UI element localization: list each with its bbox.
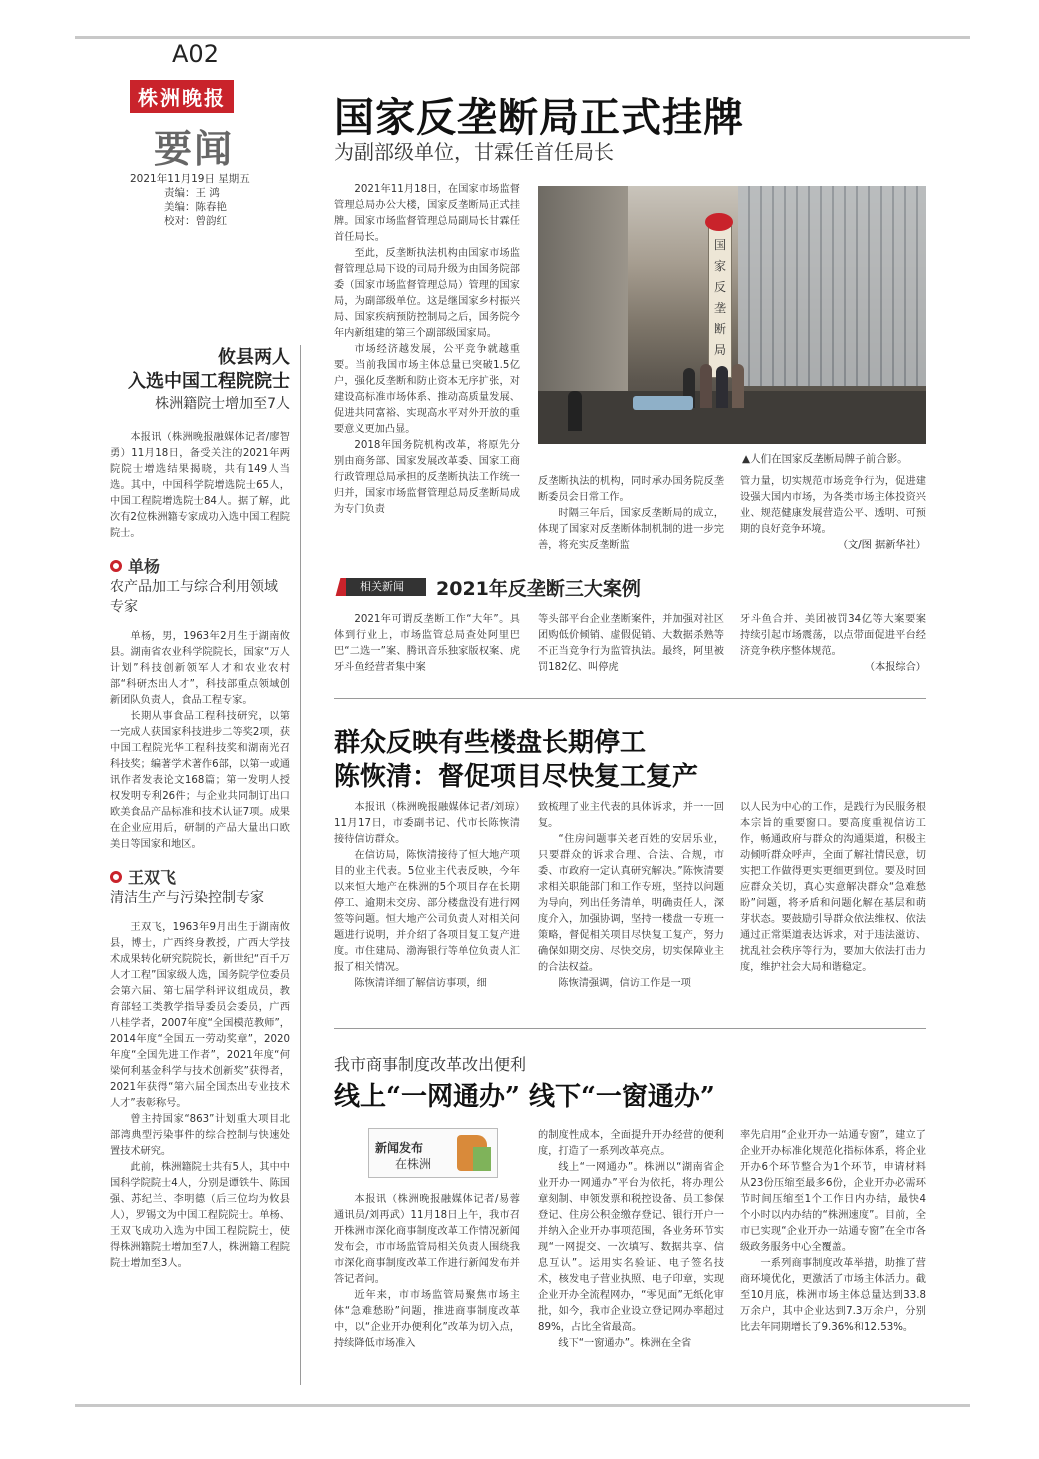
person1-name: 单杨 [128, 557, 161, 576]
related-col-3 [740, 612, 926, 676]
editor: 责编：王 鸿 [164, 187, 220, 199]
related-tag-label: 相关新闻 [346, 578, 426, 596]
photo-person [732, 364, 744, 408]
lead-paragraph: 2018年国务院机构改革，将原先分别由商务部、国家发展改革委、国家工商行政管理总局承担的反垄断执法工作统一归并，国家市场监督管理总局反垄断局成为专门负责 [334, 440, 520, 515]
story3-col-3 [740, 1128, 926, 1336]
photo-person [716, 366, 728, 408]
photo-vehicle [633, 396, 693, 410]
badge-line-2: 在株洲 [395, 1157, 432, 1171]
story2-paragraph: 本报讯（株洲晚报融媒体记者/刘琼）11月17日，市委副书记、代市长陈恢清接待信访群众。 [334, 802, 520, 845]
proof-reader: 校对：曾韵红 [164, 215, 227, 227]
lead-paragraph: 市场经济越发展，公平竞争就越重要。当前我国市场主体总量已突破1.5亿户，强化反垄断和防止资本无序扩张，对建设高标准市场体系、推动高质量发展、促进共同富裕、实现高水平对外开放的重要意义更加凸显。 [334, 344, 520, 435]
story3-paragraph: 近年来，市市场监管局聚焦市场主体“急难愁盼”问题，推进商事制度改革中，以“企业开办便利化”改革为切入点，持续降低市场准入 [334, 1290, 520, 1349]
lead-col-1 [334, 182, 520, 518]
badge-chart-icon [473, 1147, 491, 1171]
related-col-2 [538, 612, 724, 676]
related-credit: （本报综合） [864, 662, 926, 673]
lead-paragraph: 至此，反垄断执法机构由国家市场监督管理总局下设的司局升级为由国务院部委（国家市场监督管理总局）管理的国家局，为副部级单位。这是继国家乡村振兴局、国家疾病预防控制局之后，国务院今年内新组建的第三个副部级国家局。 [334, 248, 520, 339]
photo-person [700, 364, 712, 408]
lead-paragraph: 管力量，切实规范市场竞争行为，促进建设强大国内市场，为各类市场主体投资兴业、规范健康发展营造公平、透明、可预期的良好竞争环境。 [740, 476, 926, 535]
art-editor: 美编：陈春艳 [164, 201, 227, 213]
related-title: 2021年反垄断三大案例 [436, 578, 641, 600]
story2-paragraph: 在信访局，陈恢清接待了恒大地产项目的业主代表。5位业主代表反映，今年以来恒大地产在株洲的5个项目存在长期停工、逾期未交房、部分楼盘没有进行网签等问题。恒大地产公司负责人对相关问题进行说明，并介绍了各项目复工复产进度。市住建局、渤海银行等单位负责人汇报了相关情况。 [334, 850, 520, 973]
story3-paragraph: 的制度性成本，全面提升开办经营的便利度，打造了一系列改革亮点。 [538, 1130, 724, 1157]
lead-subhead: 为副部级单位，甘霖任首任局长 [334, 140, 614, 164]
story2-col-1 [334, 800, 520, 992]
column-divider [300, 345, 301, 1385]
photo-building-right [738, 186, 926, 386]
related-tag [338, 578, 418, 596]
photo-caption: ▲人们在国家反垄断局牌子前合影。 [742, 453, 908, 465]
bullet-icon [110, 871, 122, 883]
story-divider [334, 698, 926, 699]
story2-paragraph: “住房问题事关老百姓的安居乐业，只要群众的诉求合理、合法、合规，市委、市政府一定认真研究解决。”陈恢清要求相关职能部门和工作专班，坚持以问题为导向，列出任务清单，明确责任人，深度介入，加强协调，坚持一楼盘一专班一策略，督促相关项目尽快复工复产，努力确保如期交房、尽快交房，切实保障业主的合法权益。 [538, 834, 724, 973]
brand-logo: 株洲晚报 [130, 80, 234, 113]
person1-header [110, 554, 290, 577]
lead-headline: 国家反垄断局正式挂牌 [334, 94, 744, 141]
story3-headline: 线上“一网通办” 线下“一窗通办” [334, 1082, 715, 1112]
story2-headline-1: 群众反映有些楼盘长期停工 [334, 728, 647, 758]
person2-paragraph: 曾主持国家“863”计划重大项目北部湾典型污染事件的综合控制与快速处置技术研究。 [110, 1114, 290, 1157]
lead-photo [538, 186, 926, 444]
story2-paragraph: 陈恢清强调，信访工作是一项 [558, 978, 691, 989]
masthead-meta [130, 172, 270, 228]
story3-paragraph: 本报讯（株洲晚报融媒体记者/易蓉 通讯员/刘再武）11月18日上午，我市召开株洲市深化商事制度改革工作情况新闻发布会，市市场监管局相关负责人围绕我市深化商事制度改革工作进行新闻发布并答记者问。 [334, 1194, 520, 1285]
plaque-ribbon [705, 213, 733, 231]
plaque-text: 国家反垄断局 [713, 238, 726, 357]
story3-col-2 [538, 1128, 724, 1352]
person2-title: 清洁生产与污染控制专家 [110, 890, 264, 906]
story2-paragraph: 以人民为中心的工作，是践行为民服务根本宗旨的重要窗口。要高度重视信访工作，畅通政府与群众的沟通渠道，积极主动倾听群众呼声，全面了解社情民意，切实把工作做得更实更细更到位。要及时回应群众关切，真心实意解决群众“急难愁盼”问题，将矛盾和问题化解在基层和萌芽状态。要鼓励引导群众依法维权、依法通过正常渠道表达诉求，对于违法滋访、扰乱社会秩序等行为，要加大依法打击力度，维护社会大局和谐稳定。 [740, 802, 926, 973]
issue-date: 2021年11月19日 星期五 [130, 173, 250, 185]
sidebar-intro: 本报讯（株洲晚报融媒体记者/廖智勇）11月18日，备受关注的2021年两院院士增选结果揭晓，共有149人当选。其中，中国科学院增选院士65人，中国工程院增选院士84人。据了解，此次有2位株洲籍专家成功入选中国工程院院士。 [110, 432, 290, 539]
story3-paragraph: 线下“一窗通办”。株洲在全省 [558, 1338, 692, 1349]
story2-col-2 [538, 800, 724, 992]
lead-paragraph: 时隔三年后，国家反垄断局的成立，体现了国家对反垄断体制机制的进一步完善，将充实反垄断监 [538, 508, 724, 551]
top-rule [75, 36, 970, 39]
person1-title: 农产品加工与综合利用领域专家 [110, 579, 278, 615]
related-paragraph: 等头部平台企业垄断案件，并加强对社区团购低价倾销、虚假促销、大数据杀熟等不正当竞争行为监管执法。最终，阿里被罚182亿、叫停虎 [538, 614, 724, 673]
person2-name: 王双飞 [128, 868, 177, 887]
story2-col-3 [740, 800, 926, 976]
lead-paragraph: 反垄断执法的机构，同时承办国务院反垄断委员会日常工作。 [538, 476, 724, 503]
story2-headline-2: 陈恢清：督促项目尽快复工复产 [334, 762, 699, 792]
story3-kicker: 我市商事制度改革改出便利 [334, 1055, 527, 1074]
person1-paragraph: 单杨，男，1963年2月生于湖南攸县。湖南省农业科学院院长，国家“万人计划”科技创新领军人才和农业农村部“科研杰出人才”，科技部重点领域创新团队负责人，食品工程专家。 [110, 631, 290, 706]
story-divider [334, 1028, 926, 1029]
plaque [708, 226, 732, 378]
lead-col-3 [740, 474, 926, 554]
person2-header [110, 865, 290, 888]
story2-paragraph: 陈恢清详细了解信访事项，细 [354, 978, 487, 989]
photo-photographer [568, 391, 582, 431]
lead-paragraph: 2021年11月18日，在国家市场监督管理总局办公大楼，国家反垄断局正式挂牌。国家市场监督管理总局副局长甘霖任首任局长。 [334, 184, 520, 243]
bullet-icon [110, 560, 122, 572]
story2-paragraph: 致梳理了业主代表的具体诉求，并一一回复。 [538, 802, 724, 829]
person2-paragraph: 王双飞，1963年9月出生于湖南攸县，博士，广西终身教授，广西大学技术成果转化研究院院长，新世纪“百千万人才工程”国家级人选，国务院学位委员会第六届、第七届学科评议组成员，教育部轻工类教学指导委员会委员，广西八桂学者，2007年度“全国模范教师”，2014年度“全国五一劳动奖章”，2020年度“全国先进工作者”，2021年度“何梁何利基金科学与技术创新奖”获得者，2021年获得“第六届全国杰出专业技术人才”表彰称号。 [110, 922, 290, 1109]
story3-paragraph: 率先启用“企业开办一站通专窗”，建立了企业开办标准化规范化指标体系，将企业开办6个环节整合为1个环节，申请材料从23份压缩至最多6份，企业开办必需环节时间压缩至1个工作日内办结，最快4个小时以内办结的“株洲速度”。目前，全市已实现“企业开办一站通专窗”在全市各级政务服务中心全覆盖。 [740, 1130, 926, 1253]
bottom-rule [75, 1404, 970, 1407]
sidebar-headline-1: 攸县两人 [218, 347, 290, 368]
section-title: 要闻 [154, 127, 235, 171]
lead-col-2 [538, 474, 724, 554]
story3-paragraph: 线上“一网通办”。株洲以“湖南省企业开办一网通办”平台为依托，将办理公章刻制、申领发票和税控设备、员工参保登记、住房公积金缴存登记、银行开户一并纳入企业开办事项范围，各业务环节实现“一网提交、一次填写、数据共享、信息互认”。运用实名验证、电子签名技术，核发电子营业执照、电子印章，实现企业开办全流程网办，“零见面”无纸化审批，如今，我市企业设立登记网办率超过89%，占比全省最高。 [538, 1162, 724, 1333]
story3-col-1 [334, 1192, 520, 1352]
sidebar-headline-2: 入选中国工程院院士 [128, 371, 290, 392]
related-paragraph: 2021年可谓反垄断工作“大年”。具体到行业上，市场监管总局查处阿里巴巴“二选一”案、腾讯音乐独家版权案、虎牙斗鱼经营者集中案 [334, 614, 520, 673]
lead-credit: （文/图 据新华社） [837, 540, 926, 551]
news-release-badge [368, 1128, 498, 1178]
sidebar [110, 346, 290, 1272]
sidebar-subhead: 株洲籍院士增加至7人 [155, 396, 290, 412]
story3-paragraph: 一系列商事制度改革举措，助推了营商环境优化，更激活了市场主体活力。截至10月底，株洲市场主体总量达到33.8万余户，其中企业达到7.3万余户，分别比去年同期增长了9.36%和12.53%。 [740, 1258, 926, 1333]
related-col-1 [334, 612, 520, 676]
related-paragraph: 牙斗鱼合并、美团被罚34亿等大案要案持续引起市场震荡，以点带面促进平台经济竞争秩序整体规范。 [740, 614, 926, 657]
page-number: A02 [172, 40, 219, 68]
person2-paragraph: 此前，株洲籍院士共有5人，其中中国科学院院士4人，分别是谭铁牛、陈国强、苏纪兰、李明德（后三位均为攸县人），罗锡文为中国工程院院士。单杨、王双飞成功入选为中国工程院院士，使得株洲籍院士增加至7人，株洲籍工程院院士增加至3人。 [110, 1162, 290, 1269]
person1-paragraph: 长期从事食品工程科技研究，以第一完成人获国家科技进步二等奖2项，获中国工程院光华工程科技奖和湖南光召科技奖；编著学术著作6部，以第一或通讯作者发表论文168篇；第一发明人授权发明专利26件；与企业共同制订出口欧美食品产品标准和技术认证7项。成果在企业应用后，研制的产品大量出口欧美日等国家和地区。 [110, 711, 290, 850]
badge-line-1: 新闻发布 [375, 1141, 424, 1155]
